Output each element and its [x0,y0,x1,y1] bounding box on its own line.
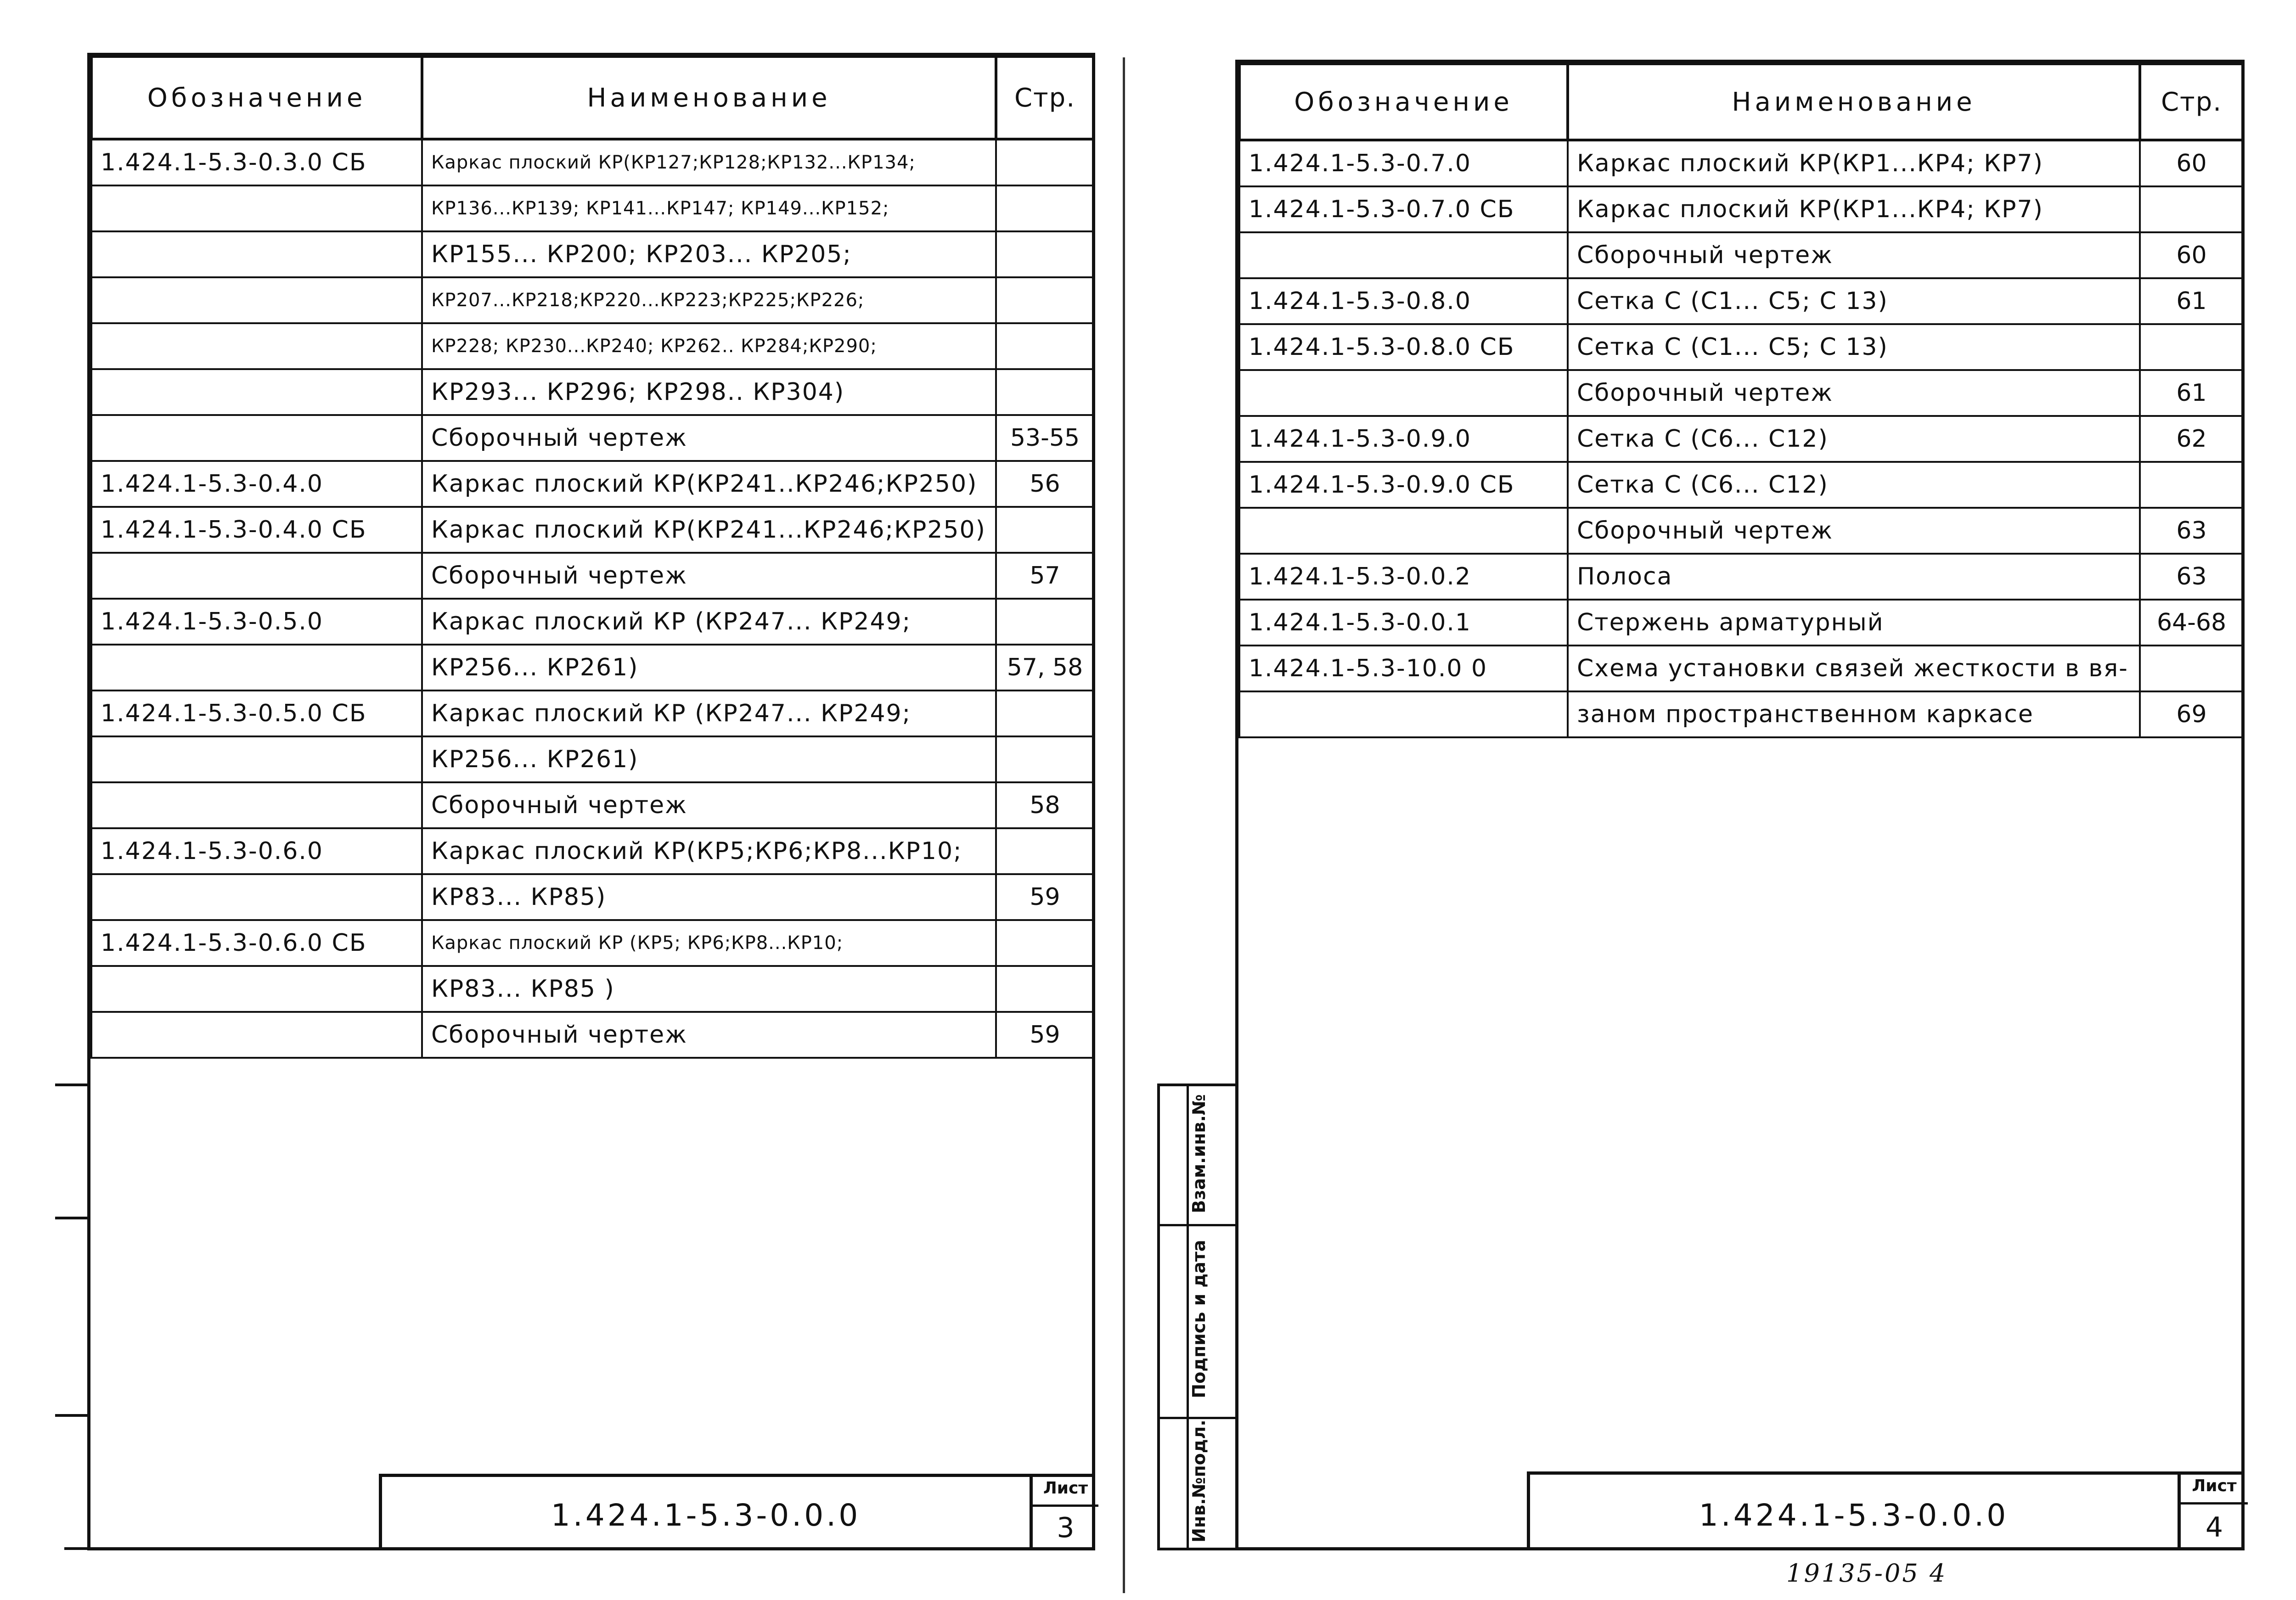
side-stamp-label: Инв.№подл. [1189,1420,1209,1543]
designation-cell [91,645,422,691]
name-cell: Каркас плоский КР(КР241...КР246;КР250) [422,507,996,553]
right-title-block [1527,1471,2245,1550]
designation-cell [91,323,422,369]
designation-cell [91,277,422,323]
name-cell: Сетка С (С6... С12) [1568,416,2140,462]
name-cell: Каркас плоский КР (КР5; КР6;КР8...КР10; [422,920,996,966]
name-cell: Схема установки связей жесткости в вя- [1568,646,2140,691]
page-cell [996,691,1094,736]
page-cell: 59 [996,1012,1094,1058]
designation-cell: 1.424.1-5.3-0.9.0 [1239,416,1568,462]
designation-cell: 1.424.1-5.3-0.6.0 [91,828,422,874]
page-cell [996,369,1094,415]
name-cell: Каркас плоский КР (КР247... КР249; [422,691,996,736]
name-cell: КР293... КР296; КР298.. КР304) [422,369,996,415]
page-cell: 60 [2140,232,2243,278]
designation-cell [91,736,422,782]
table-row [1239,691,2243,737]
name-cell: КР256... КР261) [422,736,996,782]
page-cell [996,966,1094,1012]
designation-cell [1239,232,1568,278]
table-row [91,369,1094,415]
designation-cell: 1.424.1-5.3-0.8.0 [1239,278,1568,324]
right-title-code: 1.424.1-5.3-0.0.0 [1699,1498,2009,1533]
name-cell: Стержень арматурный [1568,600,2140,646]
left-title-block [379,1474,1095,1550]
page-cell [2140,462,2243,508]
page-cell [996,277,1094,323]
table-row [91,507,1094,553]
name-cell: заном пространственном каркасе [1568,691,2140,737]
table-row [1239,324,2243,370]
designation-cell: 1.424.1-5.3-0.4.0 СБ [91,507,422,553]
designation-cell [91,415,422,461]
designation-cell: 1.424.1-5.3-0.7.0 [1239,140,1568,186]
name-cell: Каркас плоский КР(КР241..КР246;КР250) [422,461,996,507]
table-row [91,553,1094,599]
left-spec-table [90,55,1095,1059]
margin-tick [64,1547,92,1550]
page-cell [2140,324,2243,370]
table-row [1239,186,2243,232]
page-cell: 58 [996,782,1094,828]
margin-tick [55,1084,87,1086]
name-cell: Сборочный чертеж [422,782,996,828]
page-cell: 63 [2140,554,2243,600]
table-row [91,231,1094,277]
table-row [91,415,1094,461]
page-cell [996,507,1094,553]
page-cell [2140,646,2243,691]
name-cell: КР228; КР230...КР240; КР262.. КР284;КР290; [422,323,996,369]
name-cell: Сборочный чертеж [1568,508,2140,554]
designation-cell: 1.424.1-5.3-0.0.2 [1239,554,1568,600]
page-cell: 53-55 [996,415,1094,461]
page-cell [2140,186,2243,232]
page-cell: 62 [2140,416,2243,462]
spread-divider [1123,57,1125,1593]
page-cell [996,828,1094,874]
designation-cell: 1.424.1-5.3-0.4.0 [91,461,422,507]
page-cell [996,139,1094,185]
name-cell: КР83... КР85) [422,874,996,920]
left-sheet-box [1030,1477,1098,1550]
page-header: Стр. [2140,64,2243,140]
right-sheet-box [2178,1475,2248,1550]
margin-tick [55,1414,87,1417]
page-cell [996,736,1094,782]
name-cell: Сетка С (С1... С5; С 13) [1568,278,2140,324]
designation-cell: 1.424.1-5.3-0.5.0 СБ [91,691,422,736]
designation-cell [91,874,422,920]
name-cell: Каркас плоский КР(КР127;КР128;КР132...КР134; [422,139,996,185]
page-cell [996,323,1094,369]
side-stamp-rule [1187,1086,1189,1548]
side-stamp [1157,1084,1238,1550]
page-cell: 57, 58 [996,645,1094,691]
side-stamp-cell [1160,1224,1235,1419]
designation-cell [91,553,422,599]
table-row [91,874,1094,920]
designation-cell [1239,508,1568,554]
name-cell: КР155... КР200; КР203... КР205; [422,231,996,277]
name-cell: Сетка С (С6... С12) [1568,462,2140,508]
page-cell: 69 [2140,691,2243,737]
name-header: Наименование [422,56,996,139]
side-stamp-cell [1160,1417,1235,1548]
table-row [1239,554,2243,600]
name-cell: КР136...КР139; КР141...КР147; КР149...КР152; [422,185,996,231]
name-cell: Каркас плоский КР (КР247... КР249; [422,599,996,645]
name-cell: Сборочный чертеж [422,1012,996,1058]
designation-cell: 1.424.1-5.3-10.0 0 [1239,646,1568,691]
designation-cell: 1.424.1-5.3-0.6.0 СБ [91,920,422,966]
table-row [91,920,1094,966]
designation-cell [91,185,422,231]
designation-cell [91,782,422,828]
page-cell: 61 [2140,370,2243,416]
name-cell: Сборочный чертеж [422,415,996,461]
left-title-code: 1.424.1-5.3-0.0.0 [551,1498,861,1533]
table-row [1239,140,2243,186]
name-cell: Сетка С (С1... С5; С 13) [1568,324,2140,370]
side-stamp-cell [1160,1086,1235,1226]
name-cell: Полоса [1568,554,2140,600]
table-row [1239,508,2243,554]
margin-tick [55,1217,87,1219]
table-row [1239,646,2243,691]
name-cell: Сборочный чертеж [1568,370,2140,416]
side-stamp-label: Взам.инв.№ [1189,1094,1209,1213]
table-row [91,323,1094,369]
left-sheet-label: Лист [1033,1479,1098,1507]
right-header-row [1239,64,2243,140]
table-row [1239,600,2243,646]
designation-header: Обозначение [1239,64,1568,140]
table-row [1239,462,2243,508]
archive-number: 19135-05 4 [1786,1559,1947,1588]
right-spec-table [1238,62,2245,738]
name-cell: КР83... КР85 ) [422,966,996,1012]
table-row [91,461,1094,507]
page-cell: 59 [996,874,1094,920]
table-row [91,1012,1094,1058]
page-cell [996,599,1094,645]
left-rows [91,139,1094,1058]
name-header: Наименование [1568,64,2140,140]
left-sheet-number: 3 [1057,1512,1075,1544]
designation-cell [1239,370,1568,416]
left-header-row [91,56,1094,139]
name-cell: Каркас плоский КР(КР1...КР4; КР7) [1568,140,2140,186]
right-sheet-number: 4 [2205,1511,2223,1544]
designation-cell [91,369,422,415]
name-cell: Сборочный чертеж [1568,232,2140,278]
page-cell: 57 [996,553,1094,599]
table-row [1239,278,2243,324]
table-row [91,645,1094,691]
table-row [1239,370,2243,416]
designation-cell [91,1012,422,1058]
table-row [91,828,1094,874]
designation-cell: 1.424.1-5.3-0.5.0 [91,599,422,645]
designation-cell: 1.424.1-5.3-0.8.0 СБ [1239,324,1568,370]
page-cell [996,231,1094,277]
designation-cell: 1.424.1-5.3-0.0.1 [1239,600,1568,646]
page-cell [996,185,1094,231]
designation-cell: 1.424.1-5.3-0.7.0 СБ [1239,186,1568,232]
designation-cell: 1.424.1-5.3-0.9.0 СБ [1239,462,1568,508]
name-cell: Каркас плоский КР(КР1...КР4; КР7) [1568,186,2140,232]
table-row [91,277,1094,323]
name-cell: Каркас плоский КР(КР5;КР6;КР8...КР10; [422,828,996,874]
table-row [91,782,1094,828]
page-cell: 60 [2140,140,2243,186]
table-row [1239,232,2243,278]
designation-cell [1239,691,1568,737]
table-row [91,599,1094,645]
name-cell: КР207...КР218;КР220...КР223;КР225;КР226; [422,277,996,323]
table-row [91,736,1094,782]
page-cell: 56 [996,461,1094,507]
name-cell: КР256... КР261) [422,645,996,691]
designation-cell [91,966,422,1012]
right-sheet-label: Лист [2181,1476,2248,1505]
table-row [91,966,1094,1012]
page-cell: 61 [2140,278,2243,324]
table-row [91,139,1094,185]
designation-cell [91,231,422,277]
designation-header: Обозначение [91,56,422,139]
page-cell: 64-68 [2140,600,2243,646]
page-cell: 63 [2140,508,2243,554]
designation-cell: 1.424.1-5.3-0.3.0 СБ [91,139,422,185]
table-row [91,185,1094,231]
side-stamp-label: Подпись и дата [1189,1240,1209,1398]
page-cell [996,920,1094,966]
table-row [1239,416,2243,462]
right-rows [1239,140,2243,737]
page-header: Стр. [996,56,1094,139]
name-cell: Сборочный чертеж [422,553,996,599]
table-row [91,691,1094,736]
